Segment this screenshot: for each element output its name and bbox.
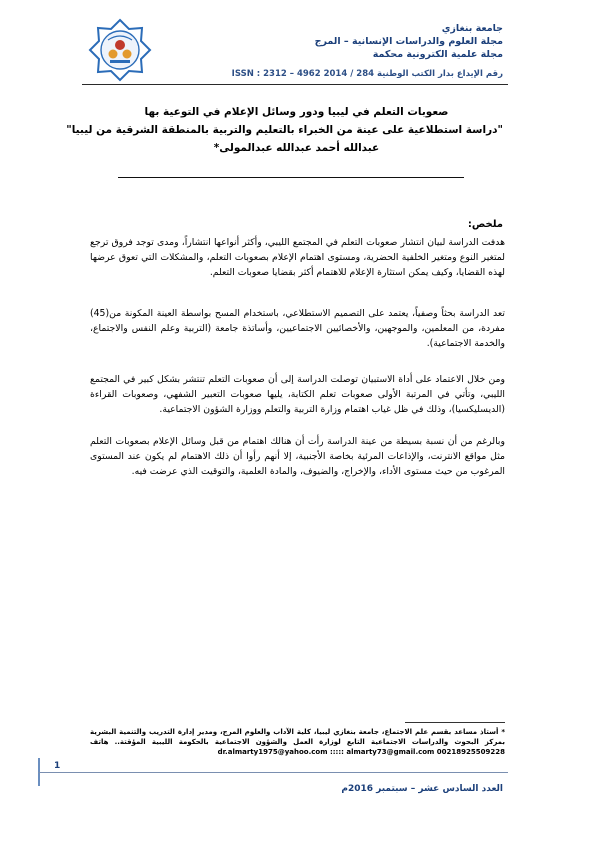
article-subtitle: "دراسة استطلاعية على عينة من الخبراء بالتعليم والتربية بالمنطقة الشرقية من ليبيا" — [66, 124, 503, 136]
header-divider — [82, 84, 508, 85]
abstract-paragraph: وبالرغم من أن نسبة بسيطة من عينة الدراسة رأت أن هنالك اهتمام من قبل وسائل الإعلام بصعوبات التعلم مثل مواقع الانترنت، والإذاعات المرئية بخاصة الأجنبية، إلا أنهم رأوا أن ذلك الاهتمام لم يكون عند المستوى المرغوب من حيث مستوى الأداء، والإخراج، والضيوف، والمادة العلمية، والتوقيت الذي عرضت فيه. — [90, 436, 505, 478]
journal-name: مجلة العلوم والدراسات الإنسانية – المرج — [314, 36, 503, 47]
journal-header — [223, 22, 503, 61]
author-footnote: * أستاذ مساعد بقسم علم الاجتماع، جامعة بنغازي ليبيا، كلية الآداب والعلوم المرج، ومدير إدارة التدريب والتنمية البشرية بمركز البحوث والدراسات الاجتماعية التابع لوزارة العمل والشؤون الاجتماعية بالحكومة الليبية المؤقتة.. هاتف 00218925509228 dr.almarty1975@yahoo.com ::::: almarty73@gmail.com — [90, 728, 505, 756]
journal-university: جامعة بنغازي — [441, 23, 503, 34]
abstract-paragraph: هدفت الدراسة لبيان انتشار صعوبات التعلم في المجتمع الليبي، وأكثر أنواعها انتشاراً، ومدى توجد فروق ترجع لمتغير النوع ومتغير الخلفية الحضرية، ومستوى اهتمام الإعلام بصعوبات التعلم، والمشكلات التي تعوق عرضها لهذه القضايا، وكيف يمكن استثارة الإعلام للاهتمام أكثر بقضايا صعوبات التعلم. — [90, 237, 505, 279]
isbn-line: رقم الإيداع بدار الكتب الوطنية 284 / 2014 ISSN : 2312 – 4962 — [231, 69, 503, 79]
page-number: 1 — [54, 761, 61, 771]
university-logo — [88, 18, 152, 82]
abstract-paragraph: ومن خلال الاعتماد على أداة الاستبيان توصلت الدراسة إلى أن صعوبات التعلم تنتشر بشكل كبير في المجتمع الليبي، وتأتي في المرتبة الأولى صعوبات تعلم الكتابة، يليها صعوبات التعبير الشفهي، وصعوبات القراءة (الديسليكسيا)، وذلك في ظل غياب اهتمام وزارة التربية والتعلم ووزارة الشؤون الاجتماعية. — [90, 374, 505, 416]
issue-label: العدد السادس عشر – سبتمبر 2016م — [341, 784, 503, 794]
article-title: صعوبات التعلم في ليبيا ودور وسائل الإعلام في التوعية بها — [144, 106, 449, 118]
journal-type: مجلة علمية الكترونية محكمة — [372, 49, 503, 60]
footer-divider — [38, 772, 508, 773]
footnote-divider — [405, 722, 505, 723]
article-title-block — [66, 103, 503, 157]
title-divider — [118, 177, 464, 178]
article-author: عبدالله أحمد عبدالله عبدالمولى* — [213, 142, 380, 154]
abstract-heading: ملخص: — [467, 219, 503, 230]
abstract-paragraph: تعد الدراسة بحثاً وصفياً، يعتمد على التصميم الاستطلاعي، باستخدام المسح بواسطة العينة المكونة من(45) مفردة، من المعلمين، والموجهين، والأخصائيين الاجتماعيين، وأساتذة جامعة (التربية وعلم النفس والاجتماع، والخدمة الاجتماعية). — [90, 308, 505, 350]
